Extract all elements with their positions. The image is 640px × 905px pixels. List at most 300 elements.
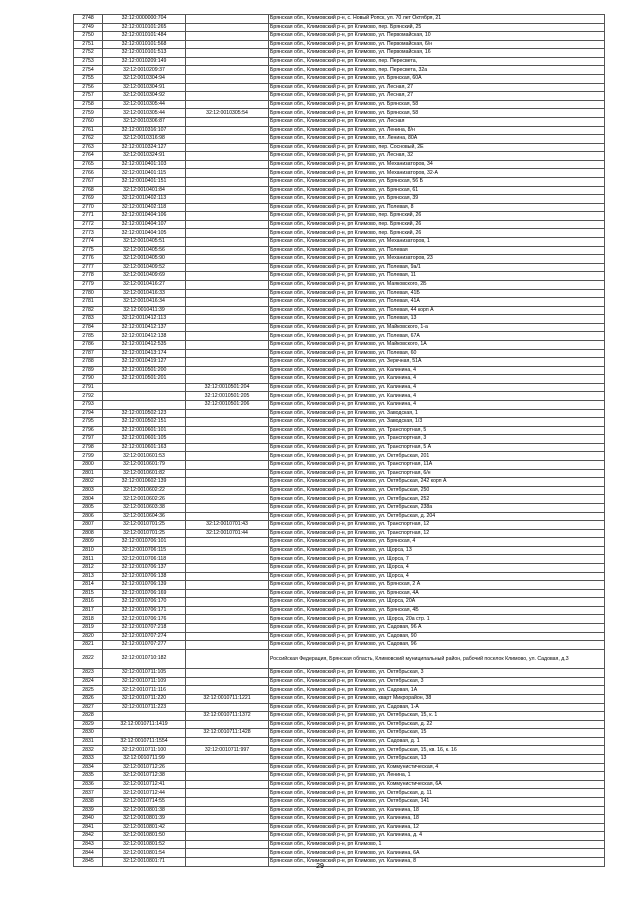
table-row bbox=[74, 272, 605, 281]
table-row bbox=[74, 720, 605, 729]
cadastral-number: 32:12:0000000:704 bbox=[103, 15, 186, 24]
table-row bbox=[74, 452, 605, 461]
address: Брянская обл., Климовский р-н, рп Климово, ул. Полевая bbox=[269, 246, 605, 255]
address: Брянская обл., Климовский р-н, рп Климово, пер. Брянский, 25 bbox=[269, 23, 605, 32]
cadastral-number: 32:12:0010711:105 bbox=[103, 669, 186, 678]
table-row bbox=[74, 323, 605, 332]
cadastral-number: 32:12:0010101:513 bbox=[103, 49, 186, 58]
cadastral-number: 32:12:0010209:37 bbox=[103, 66, 186, 75]
address: Брянская обл., Климовский р-н, рп Климово, ул. Калинина, 4 bbox=[269, 401, 605, 410]
cadastral-number: 32:12:0010707:218 bbox=[103, 624, 186, 633]
table-row bbox=[74, 649, 605, 669]
address: Брянская обл., Климовский р-н, рп Климово, ул. Щорса, 7 bbox=[269, 555, 605, 564]
address: Брянская обл., Климовский р-н, рп Климово, ул. Октябрьская, 15 bbox=[269, 729, 605, 738]
row-number: 2793 bbox=[74, 401, 103, 410]
address: Брянская обл., Климовский р-н, рп Климово, пер. Брянский, 26 bbox=[269, 229, 605, 238]
table-row bbox=[74, 435, 605, 444]
address: Брянская обл., Климовский р-н, рп Климово, ул. Садовая, д. 1 bbox=[269, 737, 605, 746]
row-number: 2768 bbox=[74, 186, 103, 195]
cadastral-number: 32:12:0010601:79 bbox=[103, 461, 186, 470]
address: Брянская обл., Климовский р-н, рп Климово, ул. Лесная, 32 bbox=[269, 152, 605, 161]
address: Брянская обл., Климовский р-н, рп Климово, ул. Брянская, 4А bbox=[269, 589, 605, 598]
address: Брянская обл., Климовский р-н, рп Климово, пер. Пересвета, 32а bbox=[269, 66, 605, 75]
table-row bbox=[74, 358, 605, 367]
parent-cadastral-number bbox=[186, 280, 269, 289]
cadastral-number: 32:12:0010601:53 bbox=[103, 452, 186, 461]
cadastral-number: 32:12:0010801:50 bbox=[103, 832, 186, 841]
address: Брянская обл., Климовский р-н, рп Климово, ул. Лесная, 27 bbox=[269, 83, 605, 92]
table-row bbox=[74, 564, 605, 573]
parent-cadastral-number bbox=[186, 272, 269, 281]
cadastral-number: 32:12:0010502:123 bbox=[103, 409, 186, 418]
cadastral-number: 32:12:0010401:151 bbox=[103, 177, 186, 186]
address: Брянская обл., Климовский р-н, рп Климово, ул. Полевая, 13 bbox=[269, 315, 605, 324]
parent-cadastral-number bbox=[186, 703, 269, 712]
address: Брянская обл., Климовский р-н, рп Климово, ул. Октябрьская, 3 bbox=[269, 677, 605, 686]
row-number: 2803 bbox=[74, 486, 103, 495]
row-number: 2792 bbox=[74, 392, 103, 401]
address: Брянская обл., Климовский р-н, рп Климово, ул. Маяковского, 2Б bbox=[269, 280, 605, 289]
cadastral-number bbox=[103, 383, 186, 392]
row-number: 2781 bbox=[74, 298, 103, 307]
address: Брянская обл., Климовский р-н, рп Климово, ул. Калинина, 4 bbox=[269, 375, 605, 384]
row-number: 2814 bbox=[74, 581, 103, 590]
address: Брянская обл., Климовский р-н, рп Климово, ул. Калинина, 18 bbox=[269, 815, 605, 824]
table-row bbox=[74, 632, 605, 641]
cadastral-number: 32:12:0010711:99 bbox=[103, 755, 186, 764]
row-number: 2774 bbox=[74, 238, 103, 247]
row-number: 2813 bbox=[74, 572, 103, 581]
row-number: 2770 bbox=[74, 203, 103, 212]
row-number: 2817 bbox=[74, 606, 103, 615]
row-number: 2833 bbox=[74, 755, 103, 764]
parent-cadastral-number bbox=[186, 589, 269, 598]
address: Брянская обл., Климовский р-н, рп Климово, ул. Полевая, 11 bbox=[269, 272, 605, 281]
parent-cadastral-number bbox=[186, 686, 269, 695]
cadastral-number: 32:12:0010401:103 bbox=[103, 160, 186, 169]
parent-cadastral-number bbox=[186, 763, 269, 772]
row-number: 2799 bbox=[74, 452, 103, 461]
address: Брянская обл., Климовский р-н, рп Климово, ул. Транспортная, 12 bbox=[269, 521, 605, 530]
table-row bbox=[74, 75, 605, 84]
table-row bbox=[74, 478, 605, 487]
cadastral-number: 32:12:0010601:101 bbox=[103, 426, 186, 435]
address: Брянская обл., Климовский р-н, рп Климово, ул. Майковского, 1-а bbox=[269, 323, 605, 332]
cadastral-number: 32:12:0010412:137 bbox=[103, 323, 186, 332]
cadastral-number: 32:12:0010324:91 bbox=[103, 152, 186, 161]
cadastral-number: 32:12:0010401:115 bbox=[103, 169, 186, 178]
parent-cadastral-number: 32:12:0010305:54 bbox=[186, 109, 269, 118]
table-row bbox=[74, 503, 605, 512]
row-number: 2838 bbox=[74, 797, 103, 806]
table-row bbox=[74, 306, 605, 315]
address: Брянская обл., Климовский р-н, рп Климово, ул. Механизаторов, 34 bbox=[269, 160, 605, 169]
cadastral-number: 32:12:0010101:568 bbox=[103, 40, 186, 49]
row-number: 2780 bbox=[74, 289, 103, 298]
cadastral-number: 32:12:0010710:182 bbox=[103, 649, 186, 669]
table-row bbox=[74, 624, 605, 633]
row-number: 2789 bbox=[74, 366, 103, 375]
address: Брянская обл., Климовский р-н, рп Климово, ул. Транспортная, 5 А bbox=[269, 443, 605, 452]
row-number: 2757 bbox=[74, 92, 103, 101]
cadastral-number: 32:12:0010603:38 bbox=[103, 503, 186, 512]
row-number: 2828 bbox=[74, 712, 103, 721]
row-number: 2842 bbox=[74, 832, 103, 841]
table-row bbox=[74, 92, 605, 101]
table-row bbox=[74, 572, 605, 581]
row-number: 2785 bbox=[74, 332, 103, 341]
row-number: 2811 bbox=[74, 555, 103, 564]
address: Брянская обл., Климовский р-н, рп Климово, ул. Щорса, 4 bbox=[269, 572, 605, 581]
address: Брянская обл., Климовский р-н, рп Климово, ул. Механизаторов, 23 bbox=[269, 255, 605, 264]
table-row bbox=[74, 32, 605, 41]
address: Брянская обл., Климовский р-н, рп Климово, ул. Зеркчная, 51А bbox=[269, 358, 605, 367]
row-number: 2821 bbox=[74, 641, 103, 650]
address: Брянская обл., Климовский р-н, рп Климово, ул. Октябрьская, 242 корп А bbox=[269, 478, 605, 487]
row-number: 2764 bbox=[74, 152, 103, 161]
row-number: 2783 bbox=[74, 315, 103, 324]
parent-cadastral-number bbox=[186, 823, 269, 832]
table-row bbox=[74, 823, 605, 832]
cadastral-number: 32:12:0010412:535 bbox=[103, 340, 186, 349]
row-number: 2830 bbox=[74, 729, 103, 738]
row-number: 2761 bbox=[74, 126, 103, 135]
address: Брянская обл., Климовский р-н, рп Климово, ул. Садовая, 96 А bbox=[269, 624, 605, 633]
row-number: 2834 bbox=[74, 763, 103, 772]
row-number: 2763 bbox=[74, 143, 103, 152]
address: Брянская обл., Климовский р-н, рп Климово, ул. Калинина, 4 bbox=[269, 392, 605, 401]
address: Брянская обл., Климовский р-н, рп Климово, ул. Транспортная, 11А bbox=[269, 461, 605, 470]
table-row bbox=[74, 203, 605, 212]
row-number: 2769 bbox=[74, 195, 103, 204]
table-row bbox=[74, 238, 605, 247]
cadastral-number: 32:12:0010706:118 bbox=[103, 555, 186, 564]
table-row bbox=[74, 615, 605, 624]
parent-cadastral-number bbox=[186, 409, 269, 418]
table-row bbox=[74, 186, 605, 195]
row-number: 2771 bbox=[74, 212, 103, 221]
address: Брянская обл., Климовский р-н, с. Новый Ропск, ул. 70 лет Октября, 21 bbox=[269, 15, 605, 24]
table-row bbox=[74, 598, 605, 607]
cadastral-number: 32:12:0010706:137 bbox=[103, 564, 186, 573]
cadastral-number: 32:12:0010712:38 bbox=[103, 772, 186, 781]
row-number: 2798 bbox=[74, 443, 103, 452]
cadastral-number: 32:12:0010711:100 bbox=[103, 746, 186, 755]
row-number: 2752 bbox=[74, 49, 103, 58]
parent-cadastral-number bbox=[186, 315, 269, 324]
address: Брянская обл., Климовский р-н, рп Климово, ул. Щорса, 4 bbox=[269, 564, 605, 573]
table-row bbox=[74, 49, 605, 58]
parent-cadastral-number bbox=[186, 461, 269, 470]
table-row bbox=[74, 340, 605, 349]
address: Брянская обл., Климовский р-н, рп Климово, пер. Брянский, 26 bbox=[269, 212, 605, 221]
row-number: 2801 bbox=[74, 469, 103, 478]
parent-cadastral-number bbox=[186, 92, 269, 101]
row-number: 2836 bbox=[74, 780, 103, 789]
table-row bbox=[74, 169, 605, 178]
table-row bbox=[74, 220, 605, 229]
table-row bbox=[74, 409, 605, 418]
address: Брянская обл., Климовский р-н, рп Климово, ул. Майковского, 1А bbox=[269, 340, 605, 349]
cadastral-number: 32:12:0010305:44 bbox=[103, 100, 186, 109]
address: Брянская обл., Климовский р-н, рп Климово, ул. Заводская, 1 bbox=[269, 409, 605, 418]
address: Брянская обл., Климовский р-н, рп Климово, ул. Калинина, 12 bbox=[269, 823, 605, 832]
table-row bbox=[74, 298, 605, 307]
row-number: 2751 bbox=[74, 40, 103, 49]
parent-cadastral-number bbox=[186, 298, 269, 307]
cadastral-number: 32:12:0010501:201 bbox=[103, 375, 186, 384]
row-number: 2794 bbox=[74, 409, 103, 418]
address: Брянская обл., Климовский р-н, рп Климово, ул. Октябрьская, 238а bbox=[269, 503, 605, 512]
row-number: 2778 bbox=[74, 272, 103, 281]
address: Брянская обл., Климовский р-н, рп Климово, ул. Брянская, 39 bbox=[269, 195, 605, 204]
address: Брянская обл., Климовский р-н, рп Климово, ул. Брянская, 4 bbox=[269, 538, 605, 547]
table-row bbox=[74, 195, 605, 204]
row-number: 2844 bbox=[74, 849, 103, 858]
parent-cadastral-number bbox=[186, 555, 269, 564]
address: Брянская обл., Климовский р-н, рп Климово, ул. Брянская, 56 Б bbox=[269, 177, 605, 186]
table-row bbox=[74, 581, 605, 590]
row-number: 2784 bbox=[74, 323, 103, 332]
table-row bbox=[74, 546, 605, 555]
table-row bbox=[74, 263, 605, 272]
cadastral-number: 32:12:0010416:34 bbox=[103, 298, 186, 307]
table-row bbox=[74, 23, 605, 32]
table-row bbox=[74, 797, 605, 806]
table-row bbox=[74, 469, 605, 478]
table-row bbox=[74, 815, 605, 824]
parent-cadastral-number bbox=[186, 143, 269, 152]
row-number: 2760 bbox=[74, 117, 103, 126]
row-number: 2749 bbox=[74, 23, 103, 32]
address: Брянская обл., Климовский р-н, рп Климово, ул. Калинина, д. 4 bbox=[269, 832, 605, 841]
address: Брянская обл., Климовский р-н, рп Климово, ул. Октябрьская, 13 bbox=[269, 755, 605, 764]
address: Брянская обл., Климовский р-н, рп Климово, ул. Щорса, 20а стр. 1 bbox=[269, 615, 605, 624]
row-number: 2766 bbox=[74, 169, 103, 178]
table-row bbox=[74, 686, 605, 695]
parent-cadastral-number bbox=[186, 186, 269, 195]
table-row bbox=[74, 83, 605, 92]
address: Брянская обл., Климовский р-н, рп Климово, ул. Щорса, 13 bbox=[269, 546, 605, 555]
parent-cadastral-number bbox=[186, 486, 269, 495]
row-number: 2791 bbox=[74, 383, 103, 392]
address: Брянская обл., Климовский р-н, рп Климово, ул. Брянская, 2 А bbox=[269, 581, 605, 590]
parent-cadastral-number bbox=[186, 495, 269, 504]
cadastral-number: 32:12:0010601:105 bbox=[103, 435, 186, 444]
row-number: 2826 bbox=[74, 695, 103, 704]
table-row bbox=[74, 677, 605, 686]
address: Брянская обл., Климовский р-н, рп Климово, ул. Лесная, 27 bbox=[269, 92, 605, 101]
table-row bbox=[74, 383, 605, 392]
parent-cadastral-number bbox=[186, 152, 269, 161]
table-row bbox=[74, 712, 605, 721]
cadastral-number: 32:12:0010714:55 bbox=[103, 797, 186, 806]
row-number: 2800 bbox=[74, 461, 103, 470]
address: Брянская обл., Климовский р-н, рп Климово, ул. Калинина, 6А bbox=[269, 849, 605, 858]
parent-cadastral-number bbox=[186, 40, 269, 49]
table-row bbox=[74, 529, 605, 538]
address: Брянская обл., Климовский р-н, рп Климово, ул. Коммунистическая, 4 bbox=[269, 763, 605, 772]
row-number: 2756 bbox=[74, 83, 103, 92]
parent-cadastral-number bbox=[186, 238, 269, 247]
parent-cadastral-number bbox=[186, 195, 269, 204]
table-row bbox=[74, 332, 605, 341]
address: Брянская обл., Климовский р-н, рп Климово, ул. Полевая, 41Б bbox=[269, 289, 605, 298]
address: Брянская обл., Климовский р-н, рп Климово, ул. Октябрьская, 252 bbox=[269, 495, 605, 504]
address: Брянская обл., Климовский р-н, рп Климово, ул. Октябрьская, д. 204 bbox=[269, 512, 605, 521]
table-row bbox=[74, 229, 605, 238]
parent-cadastral-number bbox=[186, 57, 269, 66]
cadastral-number bbox=[103, 392, 186, 401]
cadastral-number: 32:12:0010604:36 bbox=[103, 512, 186, 521]
address: Брянская обл., Климовский р-н, рп Климово, ул. Полевая, 9а/1 bbox=[269, 263, 605, 272]
cadastral-number: 32:12:0010602:139 bbox=[103, 478, 186, 487]
table-row bbox=[74, 315, 605, 324]
table-row bbox=[74, 772, 605, 781]
table-row bbox=[74, 832, 605, 841]
table-row bbox=[74, 495, 605, 504]
table-row bbox=[74, 135, 605, 144]
address: Брянская обл., Климовский р-н, рп Климово, ул. Брянская, 61 bbox=[269, 186, 605, 195]
cadastral-number: 32:12:0010416:27 bbox=[103, 280, 186, 289]
row-number: 2782 bbox=[74, 306, 103, 315]
table-row bbox=[74, 15, 605, 24]
address: Брянская обл., Климовский р-н, рп Климово, ул. Транспортная, 6/н bbox=[269, 469, 605, 478]
parent-cadastral-number bbox=[186, 100, 269, 109]
row-number: 2802 bbox=[74, 478, 103, 487]
cadastral-number: 32:12:0010801:42 bbox=[103, 823, 186, 832]
parent-cadastral-number bbox=[186, 849, 269, 858]
cadastral-number: 32:12:0010801:54 bbox=[103, 849, 186, 858]
row-number: 2818 bbox=[74, 615, 103, 624]
cadastral-number: 32:12:0010701:25 bbox=[103, 521, 186, 530]
parent-cadastral-number bbox=[186, 203, 269, 212]
table-row bbox=[74, 349, 605, 358]
row-number: 2827 bbox=[74, 703, 103, 712]
cadastral-number: 32:12:0010711:1419 bbox=[103, 720, 186, 729]
row-number: 2835 bbox=[74, 772, 103, 781]
parent-cadastral-number bbox=[186, 117, 269, 126]
cadastral-number: 32:12:0010416:33 bbox=[103, 289, 186, 298]
row-number: 2804 bbox=[74, 495, 103, 504]
row-number: 2755 bbox=[74, 75, 103, 84]
parent-cadastral-number bbox=[186, 797, 269, 806]
row-number: 2765 bbox=[74, 160, 103, 169]
registry-sheet bbox=[73, 14, 598, 867]
row-number: 2748 bbox=[74, 15, 103, 24]
parent-cadastral-number bbox=[186, 503, 269, 512]
cadastral-number: 32:12:0010707:277 bbox=[103, 641, 186, 650]
table-row bbox=[74, 763, 605, 772]
parent-cadastral-number bbox=[186, 815, 269, 824]
row-number: 2812 bbox=[74, 564, 103, 573]
table-row bbox=[74, 66, 605, 75]
address: Брянская обл., Климовский р-н, рп Климово, пер. Пересвета, bbox=[269, 57, 605, 66]
cadastral-number: 32:12:0010101:484 bbox=[103, 32, 186, 41]
address: Брянская обл., Климовский р-н, рп Климово, ул. Октябрьская, 15, к. 1 bbox=[269, 712, 605, 721]
cadastral-number: 32:12:0010706:101 bbox=[103, 538, 186, 547]
cadastral-number: 32:12:0010324:127 bbox=[103, 143, 186, 152]
address: Брянская обл., Климовский р-н, рп Климово, ул. Брянская, 4Б bbox=[269, 606, 605, 615]
row-number: 2832 bbox=[74, 746, 103, 755]
address: Российская Федерация, Брянская область, Климовский муниципальный район, рабочий поселок Климово, ул. Садовая, д.3 bbox=[269, 649, 605, 669]
cadastral-number: 32:12:0010801:71 bbox=[103, 858, 186, 867]
row-number: 2829 bbox=[74, 720, 103, 729]
table-row bbox=[74, 152, 605, 161]
parent-cadastral-number bbox=[186, 426, 269, 435]
cadastral-number: 32:12:0010712:26 bbox=[103, 763, 186, 772]
table-row bbox=[74, 780, 605, 789]
cadastral-number: 32:12:0010405:56 bbox=[103, 246, 186, 255]
table-row bbox=[74, 641, 605, 650]
table-row bbox=[74, 589, 605, 598]
address: Брянская обл., Климовский р-н, рп Климово, ул. Брянская, 58 bbox=[269, 100, 605, 109]
address: Брянская обл., Климовский р-н, рп Климово, ул. Калинина, 18 bbox=[269, 806, 605, 815]
row-number: 2845 bbox=[74, 858, 103, 867]
cadastral-number: 32:12:0010711:220 bbox=[103, 695, 186, 704]
cadastral-number: 32:12:0010306:87 bbox=[103, 117, 186, 126]
cadastral-number: 32:12:0010409:69 bbox=[103, 272, 186, 281]
table-row bbox=[74, 512, 605, 521]
row-number: 2797 bbox=[74, 435, 103, 444]
parent-cadastral-number bbox=[186, 581, 269, 590]
parent-cadastral-number bbox=[186, 615, 269, 624]
parent-cadastral-number bbox=[186, 15, 269, 24]
parent-cadastral-number: 32:12:0010711:1221 bbox=[186, 695, 269, 704]
parent-cadastral-number: 32:12:0010501:204 bbox=[186, 383, 269, 392]
parent-cadastral-number bbox=[186, 435, 269, 444]
cadastral-number: 32:12:0010701:25 bbox=[103, 529, 186, 538]
cadastral-number: 32:12:0010101:265 bbox=[103, 23, 186, 32]
address: Брянская обл., Климовский р-н, рп Климово, ул. Ленина, 1 bbox=[269, 772, 605, 781]
table-row bbox=[74, 538, 605, 547]
table-row bbox=[74, 143, 605, 152]
parent-cadastral-number bbox=[186, 737, 269, 746]
address: Брянская обл., Климовский р-н, рп Климово, ул. Октябрьская, 201 bbox=[269, 452, 605, 461]
registry-table-body bbox=[74, 15, 605, 867]
parent-cadastral-number: 32:12:0010711:1428 bbox=[186, 729, 269, 738]
page-number: 29 bbox=[316, 863, 324, 870]
table-row bbox=[74, 246, 605, 255]
cadastral-number: 32:12:0010412:113 bbox=[103, 315, 186, 324]
address: Брянская обл., Климовский р-н, рп Климово, 1 bbox=[269, 840, 605, 849]
address: Брянская обл., Климовский р-н, рп Климово, ул. Первомайская, 6/н bbox=[269, 40, 605, 49]
table-row bbox=[74, 160, 605, 169]
parent-cadastral-number bbox=[186, 263, 269, 272]
row-number: 2843 bbox=[74, 840, 103, 849]
cadastral-number: 32:12:0010706:139 bbox=[103, 581, 186, 590]
address: Брянская обл., Климовский р-н, рп Климово, ул. Механизаторов, 1 bbox=[269, 238, 605, 247]
parent-cadastral-number bbox=[186, 641, 269, 650]
cadastral-number: 32:12:0010404:106 bbox=[103, 212, 186, 221]
row-number: 2837 bbox=[74, 789, 103, 798]
cadastral-number: 32:12:0010402:113 bbox=[103, 195, 186, 204]
row-number: 2808 bbox=[74, 529, 103, 538]
cadastral-number: 32:12:0010502:151 bbox=[103, 418, 186, 427]
parent-cadastral-number bbox=[186, 229, 269, 238]
parent-cadastral-number bbox=[186, 177, 269, 186]
address: Брянская обл., Климовский р-н, рп Климово, ул. Октябрьская, 250 bbox=[269, 486, 605, 495]
parent-cadastral-number bbox=[186, 49, 269, 58]
cadastral-number: 32:12:0010405:90 bbox=[103, 255, 186, 264]
address: Брянская обл., Климовский р-н, рп Климово, ул. Щорса, 20А bbox=[269, 598, 605, 607]
address: Брянская обл., Климовский р-н, рп Климово, ул. Первомайская, 10 bbox=[269, 32, 605, 41]
row-number: 2788 bbox=[74, 358, 103, 367]
address: Брянская обл., Климовский р-н, рп Климово, ул. Октябрьская, д. 11 bbox=[269, 789, 605, 798]
address: Брянская обл., Климовский р-н, рп Климово, ул. Брянская, 58 bbox=[269, 109, 605, 118]
parent-cadastral-number bbox=[186, 375, 269, 384]
parent-cadastral-number bbox=[186, 546, 269, 555]
